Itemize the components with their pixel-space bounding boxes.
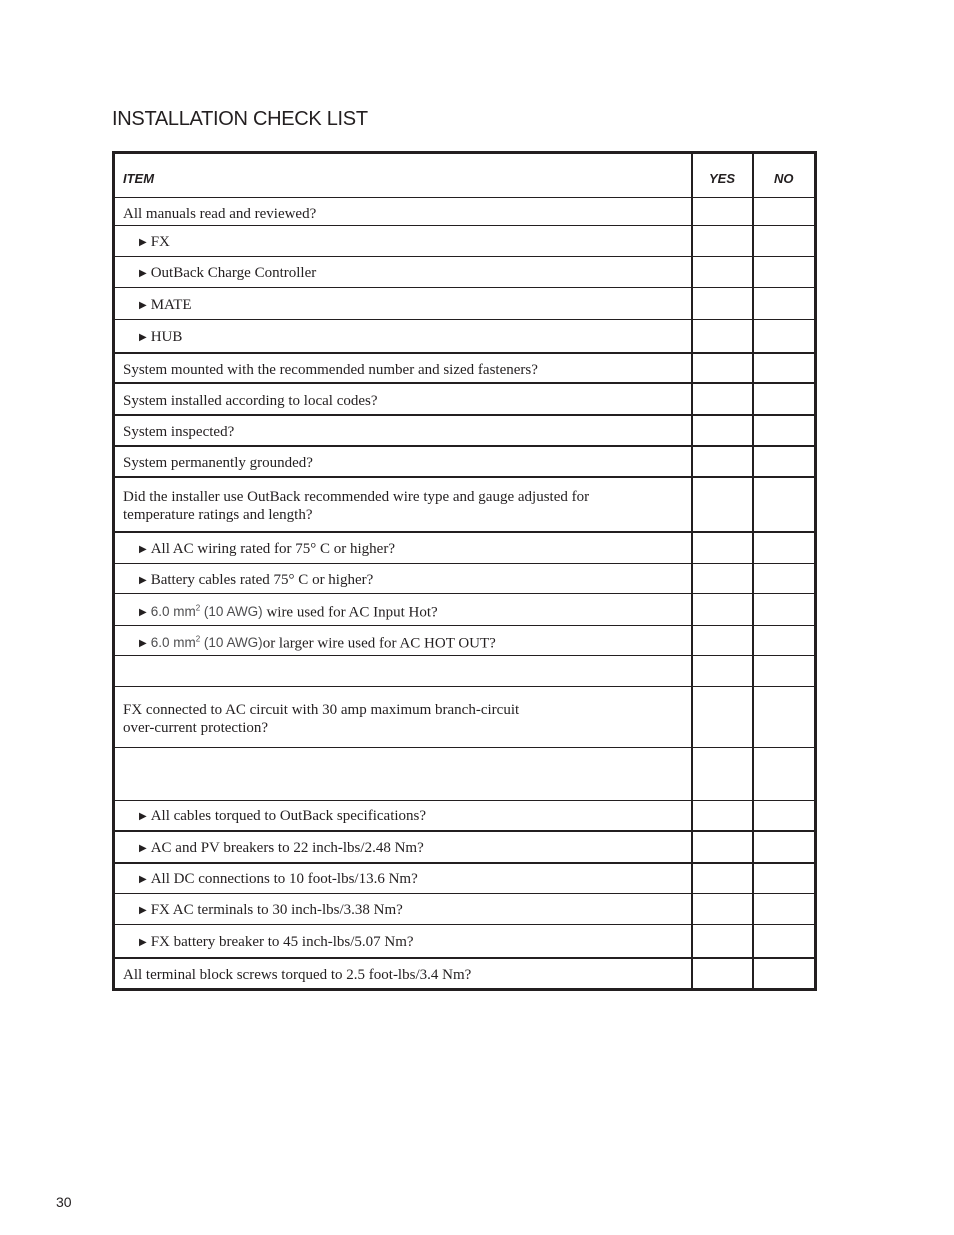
item-cell	[114, 626, 692, 656]
wire-size-spec: 6.0 $mm^2$ (10 AWG)	[150, 634, 263, 651]
no-checkbox-cell[interactable]	[753, 863, 816, 894]
item-cell	[114, 320, 692, 353]
item-text: System inspected?	[123, 424, 235, 440]
triangle-bullet-icon: ▶	[139, 543, 147, 555]
no-checkbox-cell[interactable]	[753, 831, 816, 863]
item-cell	[114, 198, 692, 226]
item-text: All terminal block screws torqued to 2.5 foot-lbs/3.4 Nm?	[123, 967, 472, 984]
item-cell	[114, 894, 692, 925]
no-checkbox-cell[interactable]	[753, 257, 816, 288]
item-cell	[114, 594, 692, 626]
yes-checkbox-cell[interactable]	[692, 925, 753, 958]
table-row	[114, 831, 816, 863]
item-text: Battery cables rated 75° C or higher?	[150, 571, 374, 588]
item-text: FX AC terminals to 30 inch-lbs/3.38 Nm?	[150, 902, 403, 918]
no-checkbox-cell[interactable]	[753, 320, 816, 353]
item-cell	[114, 687, 692, 748]
item-text: All AC wiring rated for 75° C or higher?	[150, 540, 395, 557]
item-cell	[114, 831, 692, 863]
table-row	[114, 863, 816, 894]
item-cell	[114, 446, 692, 477]
table-row	[114, 477, 816, 532]
table-row	[114, 320, 816, 353]
item-text: All cables torqued to OutBack specifications?	[150, 808, 427, 825]
yes-checkbox-cell[interactable]	[692, 532, 753, 564]
yes-checkbox-cell[interactable]	[692, 320, 753, 353]
yes-checkbox-cell[interactable]	[692, 958, 753, 990]
table-row	[114, 687, 816, 748]
yes-checkbox-cell[interactable]	[692, 863, 753, 894]
item-text: HUB	[150, 328, 183, 345]
table-row	[114, 925, 816, 958]
triangle-bullet-icon: ▶	[139, 237, 147, 248]
item-text: FX	[150, 234, 170, 250]
item-cell	[114, 288, 692, 320]
no-checkbox-cell[interactable]	[753, 353, 816, 383]
item-cell	[114, 383, 692, 415]
item-text-line-1: Did the installer use OutBack recommended wire type and gauge adjusted for	[123, 489, 590, 505]
item-text-line-1: FX connected to AC circuit with 30 amp maximum branch-circuit	[123, 702, 520, 718]
triangle-bullet-icon: ▶	[139, 905, 147, 916]
item-cell	[114, 656, 692, 687]
item-cell	[114, 748, 692, 801]
wire-size-spec: 6.0 $mm^2$ (10 AWG)	[150, 603, 263, 620]
table-row	[114, 198, 816, 226]
yes-checkbox-cell[interactable]	[692, 198, 753, 226]
triangle-bullet-icon: ▶	[139, 299, 147, 311]
item-text: or larger wire used for AC HOT OUT?	[262, 635, 496, 652]
table-row	[114, 801, 816, 831]
yes-checkbox-cell[interactable]	[692, 594, 753, 626]
no-checkbox-cell[interactable]	[753, 446, 816, 477]
table-row	[114, 564, 816, 594]
item-text-line-2: temperature ratings and length?	[123, 507, 313, 523]
yes-checkbox-cell[interactable]	[692, 383, 753, 415]
triangle-bullet-icon: ▶	[139, 811, 147, 823]
table-row	[114, 353, 816, 383]
table-row	[114, 446, 816, 477]
yes-checkbox-cell[interactable]	[692, 894, 753, 925]
yes-checkbox-cell[interactable]	[692, 415, 753, 446]
no-checkbox-cell[interactable]	[753, 564, 816, 594]
yes-checkbox-cell[interactable]	[692, 801, 753, 831]
no-checkbox-cell[interactable]	[753, 288, 816, 320]
no-checkbox-cell[interactable]	[753, 801, 816, 831]
no-checkbox-cell[interactable]	[753, 748, 816, 801]
no-checkbox-cell[interactable]	[753, 894, 816, 925]
table-row	[114, 656, 816, 687]
item-cell	[114, 863, 692, 894]
table-row	[114, 415, 816, 446]
yes-checkbox-cell[interactable]	[692, 748, 753, 801]
yes-checkbox-cell[interactable]	[692, 831, 753, 863]
yes-checkbox-cell[interactable]	[692, 257, 753, 288]
triangle-bullet-icon: ▶	[139, 268, 147, 279]
item-text: OutBack Charge Controller	[150, 265, 317, 281]
column-header-no: NO	[753, 153, 816, 198]
page-number: 30	[56, 1194, 72, 1210]
yes-checkbox-cell[interactable]	[692, 656, 753, 687]
table-row	[114, 958, 816, 990]
table-row	[114, 626, 816, 656]
item-cell	[114, 925, 692, 958]
table-row	[114, 226, 816, 257]
no-checkbox-cell[interactable]	[753, 383, 816, 415]
item-text: MATE	[150, 296, 192, 313]
item-text: System permanently grounded?	[123, 455, 313, 471]
no-checkbox-cell[interactable]	[753, 958, 816, 990]
yes-checkbox-cell[interactable]	[692, 477, 753, 532]
item-cell	[114, 564, 692, 594]
item-text: AC and PV breakers to 22 inch-lbs/2.48 Nm?	[150, 839, 424, 856]
triangle-bullet-icon: ▶	[139, 331, 147, 343]
table-row	[114, 748, 816, 801]
item-cell	[114, 415, 692, 446]
item-cell	[114, 477, 692, 532]
item-cell	[114, 257, 692, 288]
table-row	[114, 257, 816, 288]
yes-checkbox-cell[interactable]	[692, 353, 753, 383]
no-checkbox-cell[interactable]	[753, 226, 816, 257]
no-checkbox-cell[interactable]	[753, 594, 816, 626]
item-text: All DC connections to 10 foot-lbs/13.6 Nm?	[150, 871, 418, 888]
no-checkbox-cell[interactable]	[753, 626, 816, 656]
triangle-bullet-icon: ▶	[139, 638, 147, 650]
page-title: INSTALLATION CHECK LIST	[112, 108, 368, 130]
table-row	[114, 532, 816, 564]
triangle-bullet-icon: ▶	[139, 607, 147, 619]
no-checkbox-cell[interactable]	[753, 477, 816, 532]
table-row	[114, 383, 816, 415]
item-cell	[114, 353, 692, 383]
column-header-yes: YES	[692, 153, 753, 198]
checklist-table	[112, 151, 817, 991]
item-text: System mounted with the recommended number and sized fasteners?	[123, 361, 538, 378]
yes-checkbox-cell[interactable]	[692, 564, 753, 594]
item-text: wire used for AC Input Hot?	[262, 604, 438, 621]
triangle-bullet-icon: ▶	[139, 936, 147, 948]
item-cell	[114, 958, 692, 990]
triangle-bullet-icon: ▶	[139, 842, 147, 854]
triangle-bullet-icon: ▶	[139, 574, 147, 586]
table-row	[114, 894, 816, 925]
no-checkbox-cell[interactable]	[753, 656, 816, 687]
yes-checkbox-cell[interactable]	[692, 226, 753, 257]
item-text: FX battery breaker to 45 inch-lbs/5.07 Nm?	[150, 933, 414, 950]
no-checkbox-cell[interactable]	[753, 687, 816, 748]
table-header-row	[114, 153, 816, 198]
item-text: All manuals read and reviewed?	[123, 205, 317, 222]
column-header-item: ITEM	[114, 153, 692, 198]
no-checkbox-cell[interactable]	[753, 198, 816, 226]
triangle-bullet-icon: ▶	[139, 874, 147, 886]
table-row	[114, 288, 816, 320]
yes-checkbox-cell[interactable]	[692, 626, 753, 656]
yes-checkbox-cell[interactable]	[692, 288, 753, 320]
item-cell	[114, 801, 692, 831]
no-checkbox-cell[interactable]	[753, 532, 816, 564]
item-text-line-2: over-current protection?	[123, 720, 269, 736]
item-cell	[114, 226, 692, 257]
item-cell	[114, 532, 692, 564]
item-text: System installed according to local codes?	[123, 392, 378, 409]
yes-checkbox-cell[interactable]	[692, 446, 753, 477]
table-row	[114, 594, 816, 626]
no-checkbox-cell[interactable]	[753, 925, 816, 958]
no-checkbox-cell[interactable]	[753, 415, 816, 446]
yes-checkbox-cell[interactable]	[692, 687, 753, 748]
